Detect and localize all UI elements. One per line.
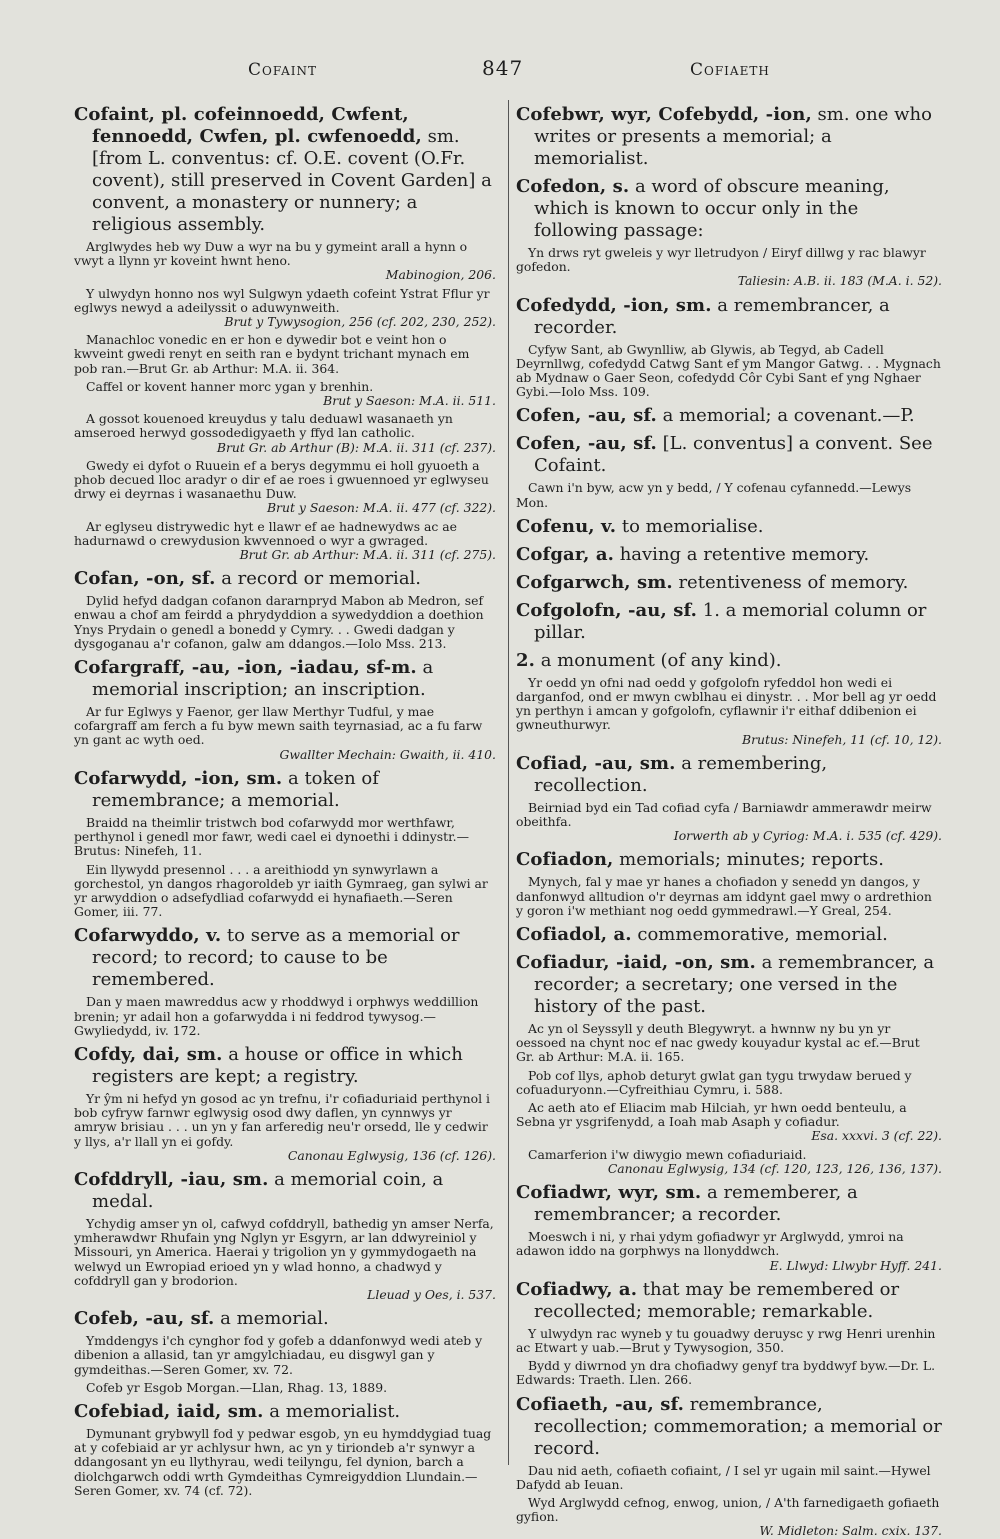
- citation-source: Taliesin: A.B. ii. 183 (M.A. i. 52).: [737, 273, 942, 289]
- citation-quote: Dan y maen mawreddus acw y rhoddwyd i orphwys weddillion brenin; yr adail hon a gofarwydda i ni feddrod tywysog.—Gwyliedydd, iv. 172.: [74, 994, 479, 1038]
- dictionary-entry: [74, 768, 496, 919]
- definition: a rememberer, a remembrancer; a recorder.: [534, 1182, 858, 1226]
- citation-quote: Cyfyw Sant, ab Gwynlliw, ab Glywis, ab Tegyd, ab Cadell Deyrnllwg, cofedydd Catwg Sant ef ym Mangor Gatwg. . . Mygnach ab Mydnaw o Gaer Seon, cofedydd Côr Cybi Sant ef yng Nghaer Gybi.—Iolo Mss. 109.: [516, 341, 941, 400]
- dictionary-entry: [74, 568, 496, 651]
- definition: a token of remembrance; a memorial.: [92, 767, 379, 811]
- headword: Cofiadol, a.: [516, 924, 632, 946]
- citation-source: Esa. xxxvi. 3 (cf. 22).: [811, 1128, 942, 1144]
- header-right-guide-word: Cofiaeth: [690, 60, 770, 80]
- definition: a memorialist.: [263, 1400, 401, 1422]
- headword: Cofgar, a.: [516, 543, 614, 565]
- citation-source: Brut Gr. ab Arthur: M.A. ii. 311 (cf. 275).: [239, 547, 496, 563]
- entry-headline: [516, 516, 942, 538]
- headword: Cofgolofn, -au, sf.: [516, 599, 698, 621]
- citation-quote: Dymunant grybwyll fod y pedwar esgob, yn eu hymddygiad tuag at y cofebiaid ar yr achlysur hwn, ac yn y tiriondeb a'r synwyr a ddangosant yn eu llythyrau, wedi teilyngu, fel dynion, barch a diolchgarwch oddi wrth Gymdeithas Cymreigyddion Llundain.—Seren Gomer, xv. 74 (cf. 72).: [74, 1425, 492, 1498]
- definition: that may be remembered or recollected; memorable; remarkable.: [534, 1278, 900, 1322]
- headword: 2.: [516, 649, 535, 671]
- citation-source: Lleuad y Oes, i. 537.: [367, 1286, 496, 1302]
- definition: 1. a memorial column or pillar.: [534, 599, 927, 643]
- definition: a house or office in which registers are kept; a registry.: [92, 1043, 463, 1087]
- dictionary-entry: [74, 104, 496, 562]
- entry-headline: [74, 1169, 496, 1213]
- dictionary-entry: [516, 433, 942, 509]
- citation-quote: Yn drws ryt gweleis y wyr lletrudyon / Eiryf dillwg y rac blawyr gofedon.: [516, 245, 926, 275]
- headword: Cofeb, -au, sf.: [74, 1308, 215, 1330]
- citation-source: Brutus: Ninefeh, 11 (cf. 10, 12).: [741, 731, 942, 747]
- citation-source: Brut y Saeson: M.A. ii. 477 (cf. 322).: [266, 500, 496, 516]
- dictionary-entry: [74, 1401, 496, 1498]
- dictionary-entry: [74, 1308, 496, 1395]
- dictionary-entry: [74, 1044, 496, 1163]
- dictionary-entry: [516, 600, 942, 644]
- entry-headline: [516, 849, 942, 871]
- citation-quote: Beirniad byd ein Tad cofiad cyfa / Barniawdr ammerawdr meirw obeithfa.: [516, 799, 932, 830]
- citation-quote: Cawn i'n byw, acw yn y bedd, / Y cofenau cyfannedd.—Lewys Mon.: [516, 480, 912, 510]
- entry-headline: [74, 1044, 496, 1088]
- entry-headline: [516, 295, 942, 339]
- dictionary-entry: [516, 516, 942, 538]
- definition: commemorative, memorial.: [631, 924, 888, 946]
- entry-headline: [516, 572, 942, 594]
- entry-headline: [516, 952, 942, 1018]
- definition: sm. [from L. conventus: cf. O.E. covent (O.Fr. covent), still preserved in Covent Garden] a convent, a monastery or nunnery; a religious assembly.: [92, 126, 492, 235]
- entry-headline: [516, 753, 942, 797]
- headword: Cofgarwch, sm.: [516, 571, 673, 593]
- entry-headline: [516, 650, 942, 672]
- definition: a remembrancer, a recorder; a secretary; one versed in the history of the past.: [534, 952, 935, 1018]
- dictionary-entry: [516, 952, 942, 1176]
- citation-quote: A gossot kouenoed kreuydus y talu deduawl wasanaeth yn amseroed herwyd gossodedigyaeth y ffyd lan catholic.: [74, 411, 453, 441]
- dictionary-entry: [74, 925, 496, 1038]
- dictionary-entry: [516, 924, 942, 946]
- definition: a record or memorial.: [215, 568, 422, 590]
- headword: Cofedon, s.: [516, 176, 630, 197]
- headword: Cofen, -au, sf.: [516, 433, 657, 455]
- definition: a monument (of any kind).: [535, 649, 782, 671]
- entry-headline: [516, 600, 942, 644]
- entry-headline: [74, 925, 496, 991]
- citation-quote: Mynych, fal y mae yr hanes a chofiadon y senedd yn dangos, y danfonwyd alltudion o'r deyrnas am iddynt gael mwy o ardrethion y goron i'w methiant nog oedd gymmedrawl.—Y Greal, 254.: [516, 874, 932, 918]
- citation-quote: Ac yn ol Seyssyll y deuth Blegywryt. a hwnnw ny bu yn yr oessoed na chynt noc ef nac gwedy kouyadur kystal ac ef.—Brut Gr. ab Arthur: M.A. ii. 165.: [516, 1021, 920, 1065]
- definition: [L. conventus] a convent. See Cofaint.: [534, 433, 933, 477]
- citation-source: E. Llwyd: Llwybr Hyff. 241.: [769, 1257, 942, 1273]
- definition: a remembering, recollection.: [534, 752, 828, 796]
- dictionary-entry: [74, 657, 496, 762]
- entry-headline: [516, 405, 942, 427]
- entry-headline: [74, 1308, 496, 1330]
- citation-source: Brut Gr. ab Arthur (B): M.A. ii. 311 (cf. 237).: [216, 439, 496, 455]
- citation-quote: Ein llywydd presennol . . . a areithiodd yn synwyrlawn a gorchestol, yn dangos rhagoroldeb yr iaith Gymraeg, gan sylwi ar yr arwyddion o adsefydliad cofarwydd ei hynafiaeth.—Seren Gomer, iii. 77.: [74, 861, 488, 920]
- running-header: [0, 56, 1000, 86]
- citation-quote: Wyd Arglwydd cefnog, enwog, union, / A'th farnedigaeth gofiaeth gyfion.: [516, 1494, 940, 1525]
- citation-quote: Cofeb yr Esgob Morgan.—Llan, Rhag. 13, 1889.: [86, 1379, 388, 1395]
- dictionary-entry: [516, 104, 942, 170]
- citation-quote: Yr ŷm ni hefyd yn gosod ac yn trefnu, i'r cofiaduriaid perthynol i bob cyfryw farnwr eglwysig osod dwy daflen, yn cynnwys yr amryw brisiau . . . un yn y fan arferedig neu'r orsedd, lle y cedwir y llys, a'r llall yn ei gofdy.: [74, 1090, 490, 1149]
- citation-quote: Gwedy ei dyfot o Ruuein ef a berys degymmu ei holl gyuoeth a phob decued lloc aradyr o dir ef ae roes i gwuennoed yr eglwyseu drwy ei deyrnas i wasanaethu Duw.: [74, 457, 489, 502]
- citation-quote: Pob cof llys, aphob deturyt gwlat gan tygu trwydaw berued y cofuaduryonn.—Cyfreithiau Cymru, i. 588.: [516, 1067, 912, 1097]
- headword: Cofaint, pl. cofeinnoedd, Cwfent, fennoedd, Cwfen, pl. cwfenoedd,: [74, 104, 422, 147]
- headword: Cofiadwy, a.: [516, 1278, 638, 1300]
- left-column: [74, 104, 496, 1498]
- entry-headline: [516, 1182, 942, 1226]
- citation-quote: Y ulwydyn honno nos wyl Sulgwyn ydaeth cofeint Ystrat Fflur yr eglwys newyd a adeilyssit o aduwynweith.: [74, 285, 490, 315]
- headword: Cofan, -on, sf.: [74, 568, 216, 590]
- headword: Cofiaeth, -au, sf.: [516, 1393, 685, 1415]
- dictionary-entry: [516, 295, 942, 400]
- headword: Cofiadwr, wyr, sm.: [516, 1182, 702, 1204]
- citation-source: Canonau Eglwysig, 136 (cf. 126).: [287, 1147, 496, 1163]
- entry-headline: [516, 176, 942, 242]
- dictionary-entry: [516, 1182, 942, 1273]
- entry-headline: [74, 768, 496, 812]
- citation-quote: Ar fur Eglwys y Faenor, ger llaw Merthyr Tudful, y mae cofargraff am ferch a fu byw mewn saith teyrnasiad, ac a fu farw yn gant ac wyth oed.: [74, 704, 483, 748]
- dictionary-entry: [74, 1169, 496, 1302]
- definition: a remembrancer, a recorder.: [534, 294, 890, 338]
- definition: to serve as a memorial or record; to record; to cause to be remembered.: [92, 925, 460, 991]
- definition: remembrance, recollection; commemoration; a memorial or record.: [534, 1393, 942, 1459]
- citation-quote: Yr oedd yn ofni nad oedd y gofgolofn ryfeddol hon wedi ei darganfod, ond er mwyn cwblhau ei dinystr. . . Mor bell ag yr oedd yn perthyn i amcan y gofgolofn, cyflawnir i'r eithaf ddibenion ei gwneuthurwyr.: [516, 674, 937, 733]
- citation-quote: Manachloc vonedic en er hon e dywedir bot e veint hon o kwveint gwedi renyt en seith ran e bydynt trichant mynach em pob ran.—Brut Gr. ab Arthur: M.A. ii. 364.: [74, 332, 470, 376]
- dictionary-entry: [516, 176, 942, 289]
- headword: Cofdy, dai, sm.: [74, 1043, 223, 1065]
- dictionary-entry: [516, 753, 942, 844]
- definition: a memorial.: [214, 1308, 329, 1330]
- headword: Cofedydd, -ion, sm.: [516, 294, 712, 316]
- citation-quote: Ymddengys i'ch cynghor fod y gofeb a ddanfonwyd wedi ateb y dibenion a allasid, tan yr amgylchiadau, eu disgwyl gan y gymdeithas.—Seren Gomer, xv. 72.: [74, 1333, 483, 1377]
- citation-quote: Ar eglyseu distrywedic hyt e llawr ef ae hadnewydws ac ae hadurnawd o crewydusion kwvennoed o wyr a gwraged.: [74, 518, 458, 548]
- citation-quote: Caffel or kovent hanner morc ygan y brenhin.: [86, 378, 374, 394]
- headword: Cofebwr, wyr, Cofebydd, -ion,: [516, 104, 812, 125]
- definition: a memorial coin, a medal.: [92, 1168, 444, 1212]
- entry-headline: [74, 657, 496, 701]
- citation-source: Brut y Saeson: M.A. ii. 511.: [323, 393, 496, 409]
- entry-headline: [74, 568, 496, 590]
- dictionary-entry: [516, 544, 942, 566]
- definition: having a retentive memory.: [613, 543, 870, 565]
- citation-quote: Y ulwydyn rac wyneb y tu gouadwy deruysc y rwg Henri urenhin ac Etwart y uab.—Brut y Tywysogion, 350.: [516, 1325, 936, 1355]
- dictionary-entry: [516, 849, 942, 918]
- dictionary-entry: [516, 1394, 942, 1539]
- entry-headline: [516, 104, 942, 170]
- headword: Cofen, -au, sf.: [516, 405, 657, 427]
- dictionary-entry: [516, 1279, 942, 1388]
- entry-headline: [516, 1394, 942, 1460]
- headword: Cofargraff, -au, -ion, -iadau, sf-m.: [74, 657, 417, 679]
- citation-quote: Dau nid aeth, cofiaeth cofiaint, / I sel yr ugain mil saint.—Hywel Dafydd ab Ieuan.: [516, 1462, 931, 1492]
- entry-headline: [516, 544, 942, 566]
- definition: a memorial inscription; an inscription.: [92, 657, 434, 701]
- definition: memorials; minutes; reports.: [613, 849, 884, 871]
- citation-source: W. Midleton: Salm. cxix. 137.: [759, 1523, 942, 1539]
- headword: Cofddryll, -iau, sm.: [74, 1168, 269, 1190]
- citation-quote: Ychydig amser yn ol, cafwyd cofddryll, bathedig yn amser Nerfa, ymherawdwr Rhufain yng Nglyn yr Esgyrn, ar lan ddwyreiniol y Missouri, yn America. Haerai y trigolion yn y gymmydogaeth na welwyd un Ewropiad erioed yn y wlad honno, a chadwyd y cofddryll gan y brodorion.: [74, 1215, 494, 1288]
- citation-quote: Braidd na theimlir tristwch bod cofarwydd mor werthfawr, perthynol i genedl mor fawr, wedi cael ei dynoethi i ddinystr.—Brutus: Ninefeh, 11.: [74, 814, 469, 859]
- headword: Cofiad, -au, sm.: [516, 752, 676, 774]
- entry-headline: [516, 1279, 942, 1323]
- citation-source: Mabinogion, 206.: [385, 267, 496, 283]
- definition: a memorial; a covenant.—P.: [656, 405, 915, 427]
- header-left-guide-word: Cofaint: [248, 60, 318, 80]
- citation-quote: Dylid hefyd dadgan cofanon dararnpryd Mabon ab Medron, sef enwau a chof am feirdd a phrydyddion a sywedyddion a doethion Ynys Prydain o genedl a bonedd y Cymry. . . Gwedi dadgan y dysgoganau a'r cofanon, galw am ddangos.—Iolo Mss. 213.: [74, 593, 484, 651]
- citation-source: Brut y Tywysogion, 256 (cf. 202, 230, 252).: [224, 314, 496, 330]
- entry-headline: [74, 104, 496, 236]
- headword: Cofarwydd, -ion, sm.: [74, 767, 283, 789]
- column-divider: [508, 100, 509, 1465]
- entry-headline: [516, 433, 942, 477]
- definition: a word of obscure meaning, which is known to occur only in the following passage:: [534, 176, 890, 241]
- headword: Cofiadon,: [516, 849, 614, 871]
- dictionary-entry: [516, 572, 942, 594]
- citation-source: Canonau Eglwysig, 134 (cf. 120, 123, 126, 136, 137).: [607, 1160, 942, 1176]
- citation-quote: Bydd y diwrnod yn dra chofiadwy genyf tra byddwyf byw.—Dr. L. Edwards: Traeth. Llen. 266.: [516, 1358, 936, 1388]
- definition: retentiveness of memory.: [672, 571, 909, 593]
- dictionary-entry: [516, 405, 942, 427]
- headword: Cofarwyddo, v.: [74, 925, 222, 947]
- definition: to memorialise.: [616, 515, 764, 537]
- entry-headline: [74, 1401, 496, 1423]
- headword: Cofiadur, -iaid, -on, sm.: [516, 952, 756, 974]
- citation-quote: Ac aeth ato ef Eliacim mab Hilciah, yr hwn oedd benteulu, a Sebna yr ysgrifenydd, a Ioah mab Asaph y cofiadur.: [516, 1100, 907, 1130]
- headword: Cofenu, v.: [516, 515, 617, 537]
- citation-quote: Camarferion i'w diwygio mewn cofiaduriaid.: [528, 1146, 807, 1162]
- citation-source: Iorwerth ab y Cyriog: M.A. i. 535 (cf. 429).: [673, 828, 942, 844]
- citation-quote: Arglwydes heb wy Duw a wyr na bu y gymeint arall a hynn o vwyt a llynn yr koveint hwnt heno.: [74, 239, 468, 269]
- headword: Cofebiad, iaid, sm.: [74, 1400, 264, 1422]
- dictionary-entry: [516, 650, 942, 747]
- right-column: [516, 104, 942, 1539]
- entry-headline: [516, 924, 942, 946]
- citation-source: Gwallter Mechain: Gwaith, ii. 410.: [279, 746, 496, 762]
- citation-quote: Moeswch i ni, y rhai ydym gofiadwyr yr Arglwydd, ymroi na adawon iddo na gorphwys na llonyddwch.: [516, 1229, 904, 1259]
- page-number: 847: [482, 56, 524, 80]
- definition: sm. one who writes or presents a memorial; a memorialist.: [534, 104, 932, 169]
